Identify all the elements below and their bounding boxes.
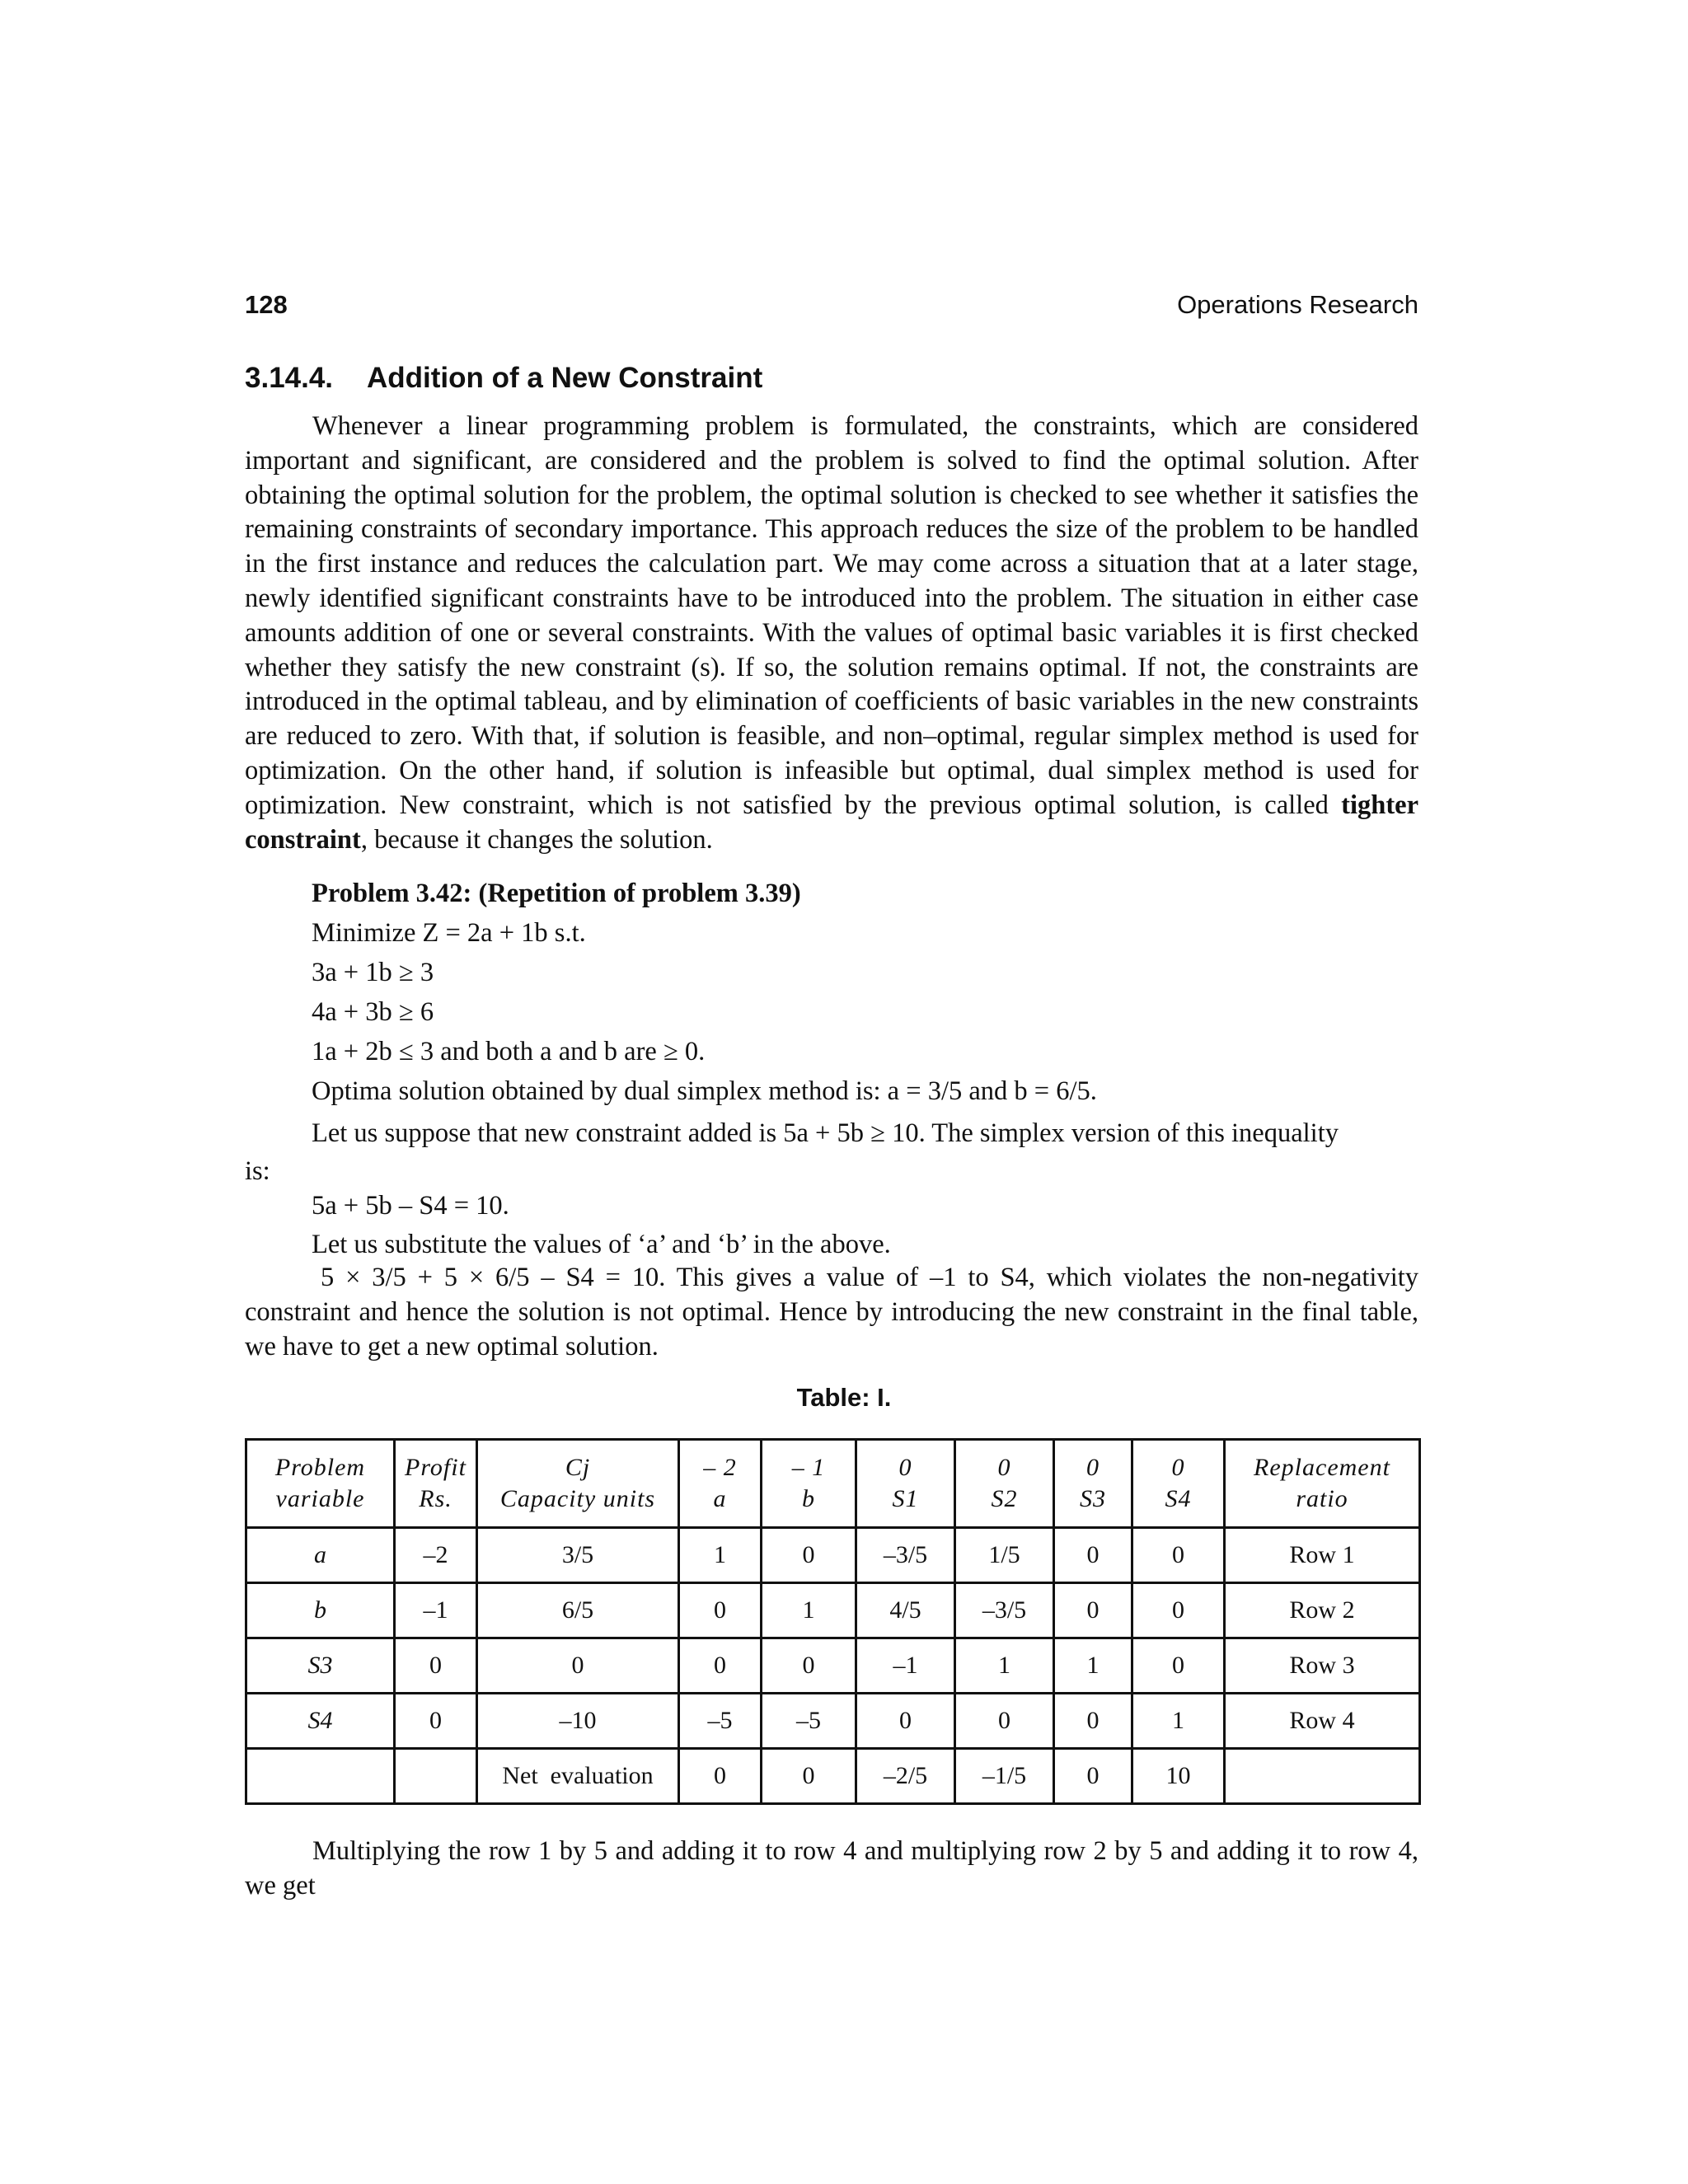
table-cell: 0 [679, 1583, 762, 1638]
intro-text: Whenever a linear programming problem is formulated, the constraints, which are considered important and significant, are considered and the problem is solved to find the optimal solution. After obtaining the optimal solution for the problem, the optimal solution is checked to see whether it satisfies the remaining constraints of secondary importance. This approach reduces the size of the problem to be handled in the first instance and reduces the calculation part. We may come across a situation that at a later stage, newly identified significant constraints have to be introduced into the problem. The situation in either case amounts addition of one or several constraints. With the values of optimal basic variables it is first checked whether they satisfy the new constraint (s). If so, the solution remains optimal. If not, the constraints are introduced in the optimal tableau, and by elimination of coefficients of basic variables in the new constraints are reduced to zero. With that, if solution is feasible, and non–optimal, regular simplex method is used for optimization. On the other hand, if solution is infeasible but optimal, dual simplex method is used for optimization. New constraint, which is not satisfied by the previous optimal solution, is called [245, 411, 1418, 820]
intro-paragraph [245, 410, 1418, 857]
table-cell: 0 [856, 1694, 955, 1749]
header-cell: Cj Capacity units [477, 1440, 679, 1528]
header-cell: 0 S3 [1054, 1440, 1132, 1528]
header-cell: – 1 b [762, 1440, 856, 1528]
suppose-text: Let us suppose that new constraint added is 5a + 5b ≥ 10. The simplex version of this inequality [312, 1118, 1339, 1148]
table-cell: 6/5 [477, 1583, 679, 1638]
simplex-lines [312, 1187, 891, 1264]
table-cell [246, 1749, 395, 1804]
bold-term: tighter constraint [245, 790, 1418, 855]
table-cell: 0 [1054, 1528, 1132, 1583]
table-cell: –3/5 [856, 1528, 955, 1583]
table-cell: 1 [762, 1583, 856, 1638]
table-cell: –1 [395, 1583, 477, 1638]
constraint-3: 1a + 2b ≤ 3 and both a and b are ≥ 0. [312, 1037, 706, 1066]
table-cell: 0 [679, 1638, 762, 1694]
closing-text: Multiplying the row 1 by 5 and adding it to row 4 and multiplying row 2 by 5 and adding it to row 4, we get [245, 1836, 1418, 1900]
closing-paragraph [245, 1835, 1418, 1904]
simplex-tableau [245, 1438, 1421, 1805]
net-evaluation-row [246, 1749, 1420, 1804]
table-cell: –2/5 [856, 1749, 955, 1804]
table-cell: 1 [679, 1528, 762, 1583]
table-cell: Row 2 [1225, 1583, 1420, 1638]
constraint-1: 3a + 1b ≥ 3 [312, 958, 434, 987]
header-cell: Problem variable [246, 1440, 395, 1528]
table-header-row [246, 1440, 1420, 1528]
optimal-solution-line: Optima solution obtained by dual simplex method is: a = 3/5 and b = 6/5. [312, 1076, 1097, 1106]
header-cell: Profit Rs. [395, 1440, 477, 1528]
table-cell: 0 [1132, 1528, 1225, 1583]
table-cell: 0 [395, 1694, 477, 1749]
table-cell: a [246, 1528, 395, 1583]
header-cell: – 2 a [679, 1440, 762, 1528]
table-cell: 0 [1054, 1694, 1132, 1749]
objective-line: Minimize Z = 2a + 1b s.t. [312, 918, 586, 948]
table-cell: 0 [1132, 1583, 1225, 1638]
table-cell: 0 [1132, 1638, 1225, 1694]
table-cell: 0 [1054, 1749, 1132, 1804]
suppose-end: is: [245, 1156, 270, 1186]
table-cell: Row 1 [1225, 1528, 1420, 1583]
table-cell: 0 [1054, 1583, 1132, 1638]
substitute-line: Let us substitute the values of ‘a’ and ‘b’ in the above. [312, 1230, 891, 1259]
simplex-form-line: 5a + 5b – S4 = 10. [312, 1191, 509, 1221]
section-heading [245, 360, 762, 396]
table-cell: –2 [395, 1528, 477, 1583]
table-cell: –10 [477, 1694, 679, 1749]
table-row [246, 1694, 1420, 1749]
table-cell: Net evaluation [477, 1749, 679, 1804]
table-cell: 3/5 [477, 1528, 679, 1583]
table-cell: S4 [246, 1694, 395, 1749]
table-cell: 0 [762, 1749, 856, 1804]
table-cell: S3 [246, 1638, 395, 1694]
table-cell: 0 [762, 1528, 856, 1583]
calculation-paragraph [245, 1261, 1418, 1364]
header-cell: 0 S2 [955, 1440, 1054, 1528]
table-cell: –3/5 [955, 1583, 1054, 1638]
table-cell: –1 [856, 1638, 955, 1694]
table-row [246, 1583, 1420, 1638]
table-cell: 1 [1054, 1638, 1132, 1694]
page-number: 128 [245, 290, 288, 319]
table-cell: Row 3 [1225, 1638, 1420, 1694]
book-title: Operations Research [1177, 290, 1418, 319]
intro-text-end: , because it changes the solution. [360, 824, 713, 855]
section-title: Addition of a New Constraint [367, 362, 763, 394]
table-cell: 0 [955, 1694, 1054, 1749]
table-cell: Row 4 [1225, 1694, 1420, 1749]
table-cell: 4/5 [856, 1583, 955, 1638]
section-number: 3.14.4. [245, 362, 334, 394]
table-cell [1225, 1749, 1420, 1804]
header-cell: 0 S4 [1132, 1440, 1225, 1528]
table-cell: 10 [1132, 1749, 1225, 1804]
calculation-text: 5 × 3/5 + 5 × 6/5 – S4 = 10. This gives a value of –1 to S4, which violates the non-negativity constraint and hence the solution is not optimal. Hence by introducing the new constraint in the final table, we have to get a new optimal solution. [245, 1263, 1418, 1361]
table-cell: –5 [762, 1694, 856, 1749]
table-cell: 1 [955, 1638, 1054, 1694]
table-cell: 0 [762, 1638, 856, 1694]
table-cell: 1/5 [955, 1528, 1054, 1583]
table-caption: Table: I. [796, 1383, 892, 1412]
table-cell: 0 [477, 1638, 679, 1694]
table-cell: 0 [679, 1749, 762, 1804]
table-cell [395, 1749, 477, 1804]
table-row [246, 1638, 1420, 1694]
table-cell: –1/5 [955, 1749, 1054, 1804]
problem-block [312, 874, 1419, 1111]
problem-heading: Problem 3.42: (Repetition of problem 3.39) [312, 879, 801, 908]
table-cell: b [246, 1583, 395, 1638]
table-row [246, 1528, 1420, 1583]
table-cell: 0 [395, 1638, 477, 1694]
header-cell: 0 S1 [856, 1440, 955, 1528]
table-cell: 1 [1132, 1694, 1225, 1749]
table-cell: –5 [679, 1694, 762, 1749]
header-cell: Replacement ratio [1225, 1440, 1420, 1528]
suppose-paragraph [245, 1114, 1418, 1190]
constraint-2: 4a + 3b ≥ 6 [312, 997, 434, 1027]
